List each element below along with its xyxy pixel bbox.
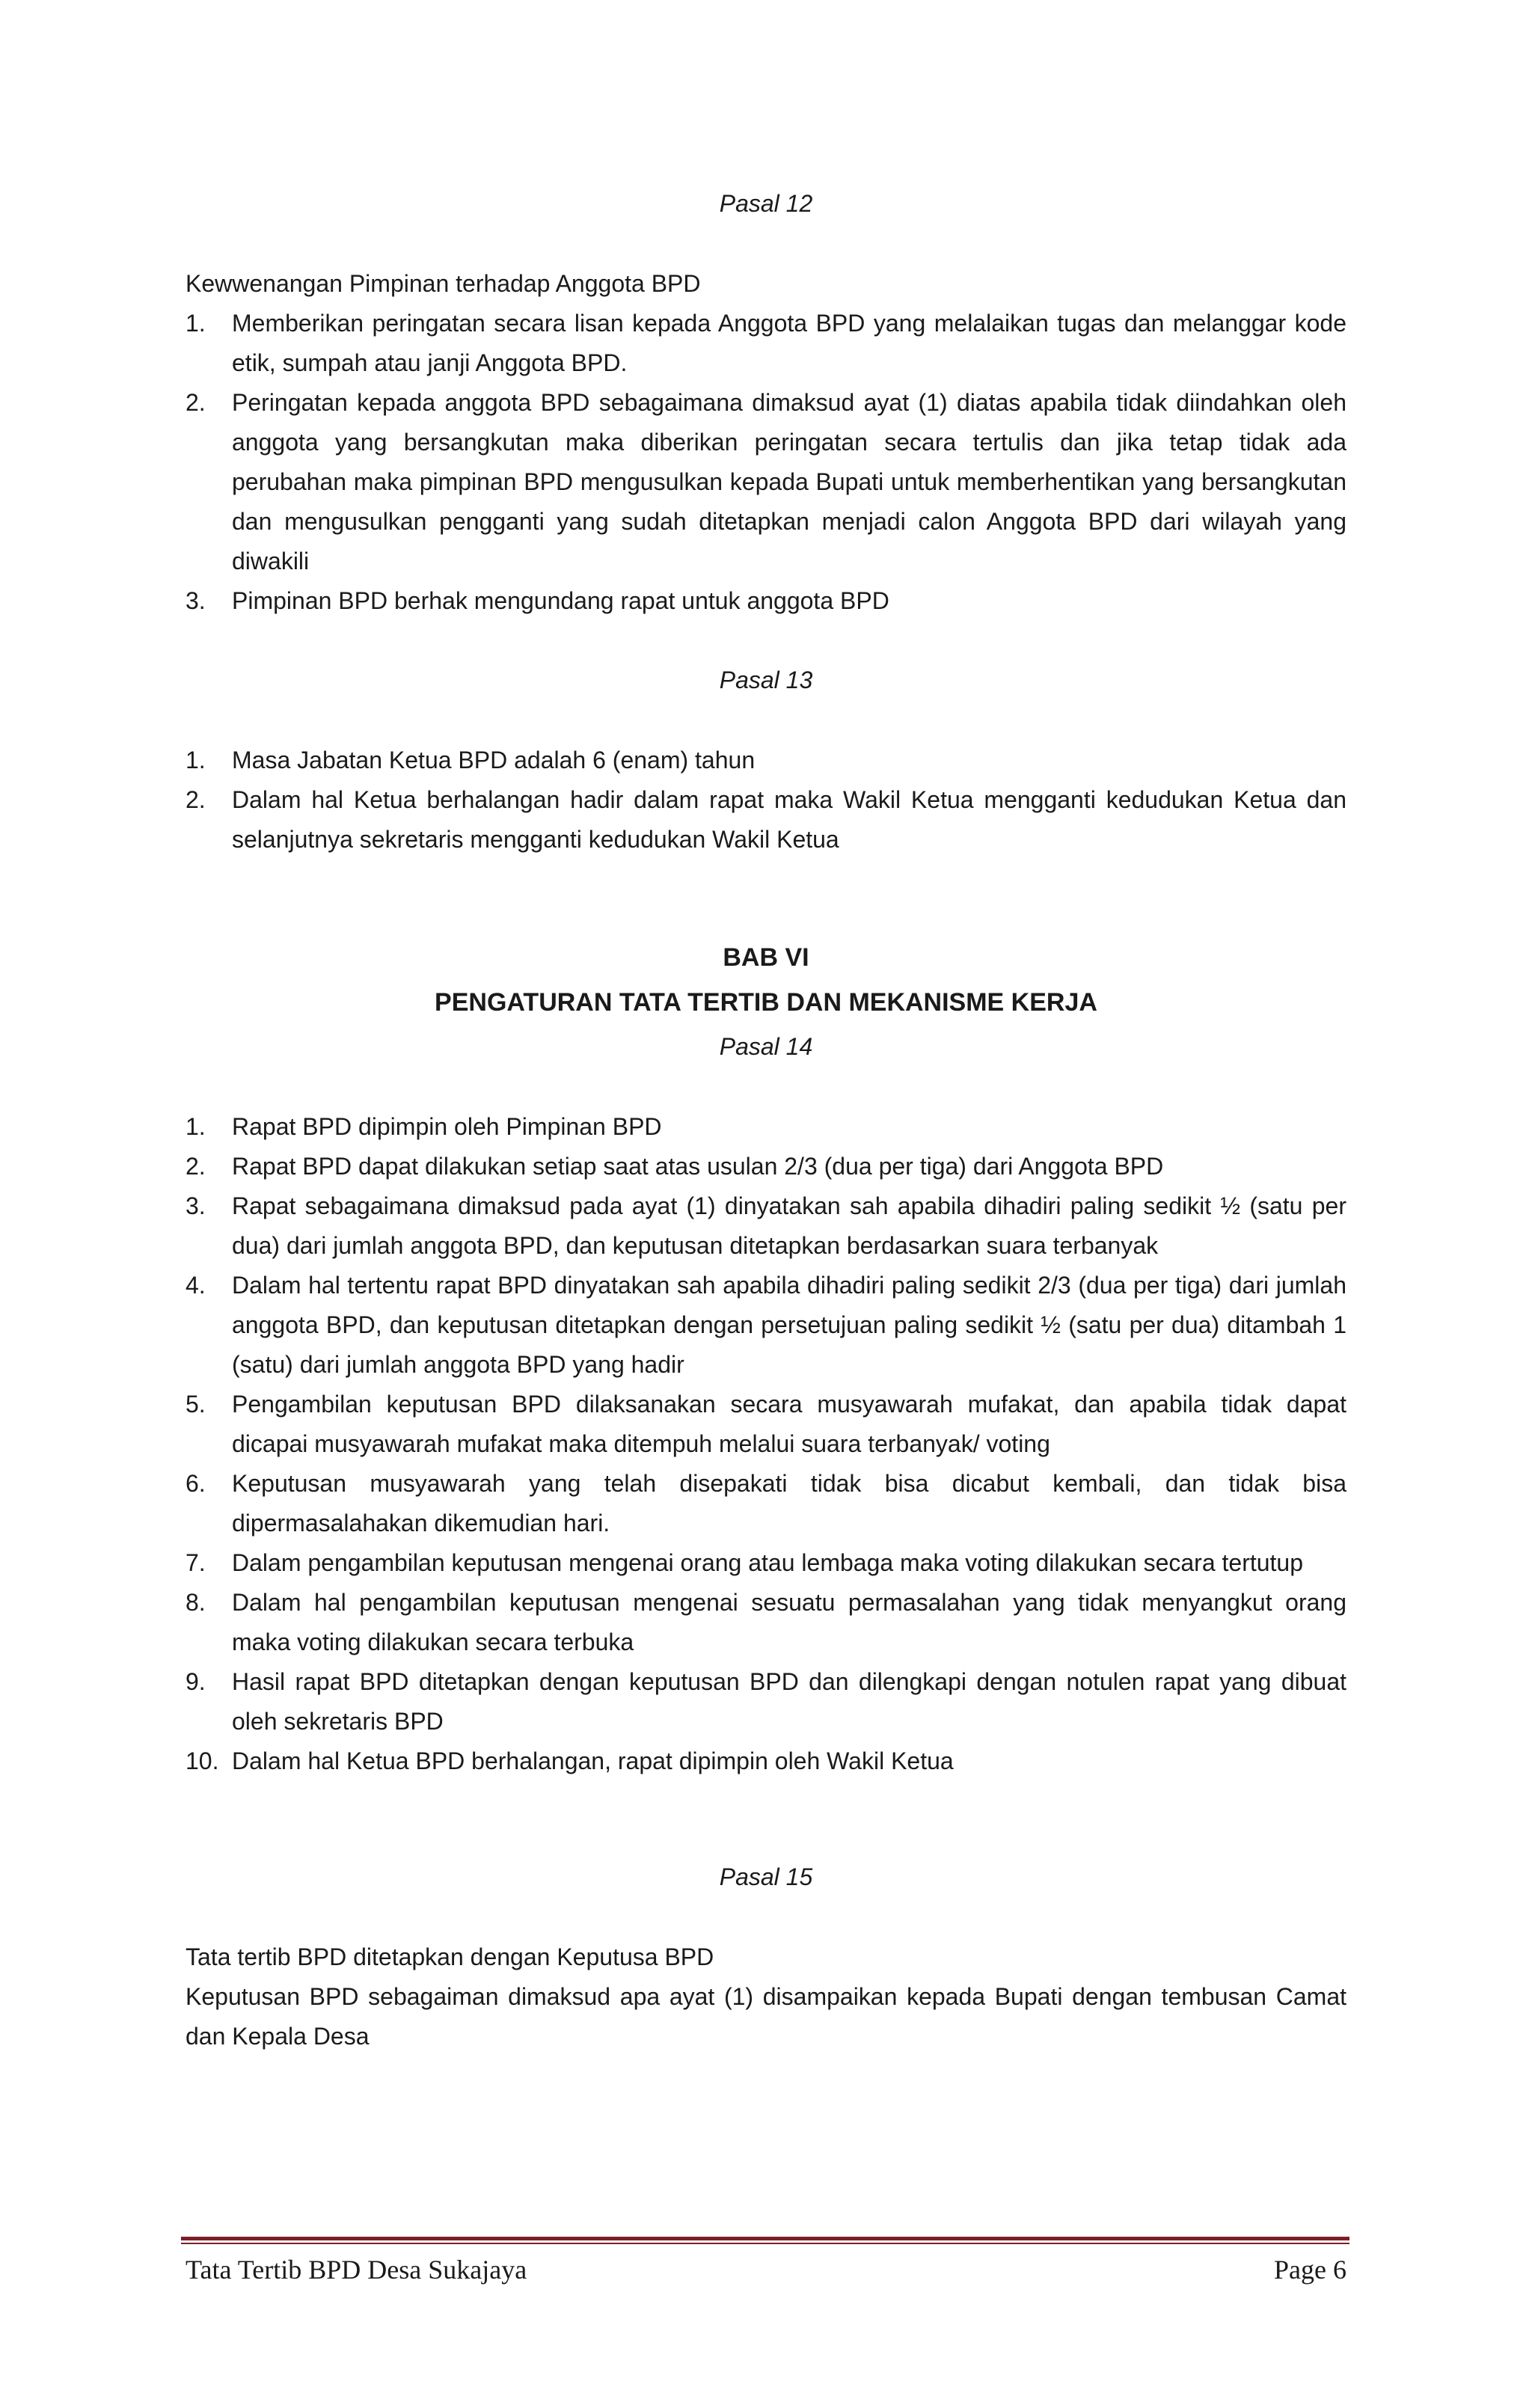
pasal-12-heading: Pasal 12 [719, 190, 813, 217]
footer-page-number: Page 6 [1274, 2255, 1346, 2285]
list-item: 9. Hasil rapat BPD ditetapkan dengan keputusan BPD dan dilengkapi dengan notulen rapat yang dibuat oleh sekretaris BPD [186, 1668, 1346, 1735]
pasal-15-line-2: Keputusan BPD sebagaiman dimaksud apa ayat (1) disampaikan kepada Bupati dengan tembusan Camat dan Kepala Desa [186, 1983, 1346, 2050]
list-item: 10. Dalam hal Ketua BPD berhalangan, rapat dipimpin oleh Wakil Ketua [186, 1747, 954, 1774]
pasal-15-heading: Pasal 15 [719, 1863, 813, 1890]
list-item: 3. Rapat sebagaimana dimaksud pada ayat (1) dinyatakan sah apabila dihadiri paling sedikit ½ (satu per dua) dari jumlah anggota BPD, dan keputusan ditetapkan berdasarkan suara terbanyak [186, 1192, 1346, 1259]
bab-number: BAB VI [723, 943, 809, 972]
pasal-12-intro: Kewwenangan Pimpinan terhadap Anggota BPD [186, 270, 701, 297]
bab-title: PENGATURAN TATA TERTIB DAN MEKANISME KERJA [435, 988, 1097, 1017]
list-item: 1. Masa Jabatan Ketua BPD adalah 6 (enam) tahun [186, 747, 756, 773]
pasal-13-list [186, 741, 1346, 860]
list-item: 2. Peringatan kepada anggota BPD sebagaimana dimaksud ayat (1) diatas apabila tidak diindahkan oleh anggota yang bersangkutan maka diberikan peringatan secara tertulis dan jika tetap tidak ada perubahan maka pimpinan BPD mengusulkan kepada Bupati untuk memberhentikan yang bersangkutan dan mengusulkan pengganti yang sudah ditetapkan menjadi calon Anggota BPD dari wilayah yang diwakili [186, 389, 1346, 575]
pasal-13-heading: Pasal 13 [719, 667, 813, 693]
footer-document-title: Tata Tertib BPD Desa Sukajaya [186, 2255, 527, 2285]
pasal-15-line-1: Tata tertib BPD ditetapkan dengan Keputusa BPD [186, 1943, 714, 1970]
list-item: 3. Pimpinan BPD berhak mengundang rapat untuk anggota BPD [186, 587, 889, 614]
list-item: 4. Dalam hal tertentu rapat BPD dinyatakan sah apabila dihadiri paling sedikit 2/3 (dua per tiga) dari jumlah anggota BPD, dan keputusan ditetapkan dengan persetujuan paling sedikit ½ (satu per dua) ditambah 1 (satu) dari jumlah anggota BPD yang hadir [186, 1272, 1346, 1378]
pasal-12-list [186, 304, 1346, 621]
list-item: 1. Rapat BPD dipimpin oleh Pimpinan BPD [186, 1113, 662, 1140]
footer-rule-thin [181, 2243, 1349, 2244]
list-item: 6. Keputusan musyawarah yang telah disepakati tidak bisa dicabut kembali, dan tidak bisa dipermasalahakan dikemudian hari. [186, 1470, 1346, 1537]
list-item: 2. Dalam hal Ketua berhalangan hadir dalam rapat maka Wakil Ketua mengganti kedudukan Ketua dan selanjutnya sekretaris mengganti kedudukan Wakil Ketua [186, 786, 1346, 853]
list-item: 5. Pengambilan keputusan BPD dilaksanakan secara musyawarah mufakat, dan apabila tidak dapat dicapai musyawarah mufakat maka ditempuh melalui suara terbanyak/ voting [186, 1391, 1346, 1457]
list-item: 8. Dalam hal pengambilan keputusan mengenai sesuatu permasalahan yang tidak menyangkut orang maka voting dilakukan secara terbuka [186, 1589, 1346, 1655]
list-item: 1. Memberikan peringatan secara lisan kepada Anggota BPD yang melalaikan tugas dan melanggar kode etik, sumpah atau janji Anggota BPD. [186, 310, 1346, 376]
list-item: 2. Rapat BPD dapat dilakukan setiap saat atas usulan 2/3 (dua per tiga) dari Anggota BPD [186, 1153, 1164, 1180]
list-item: 7. Dalam pengambilan keputusan mengenai orang atau lembaga maka voting dilakukan secara tertutup [186, 1549, 1304, 1576]
pasal-14-heading: Pasal 14 [719, 1033, 813, 1060]
footer-rule [181, 2237, 1349, 2244]
pasal-14-list [186, 1107, 1346, 1781]
